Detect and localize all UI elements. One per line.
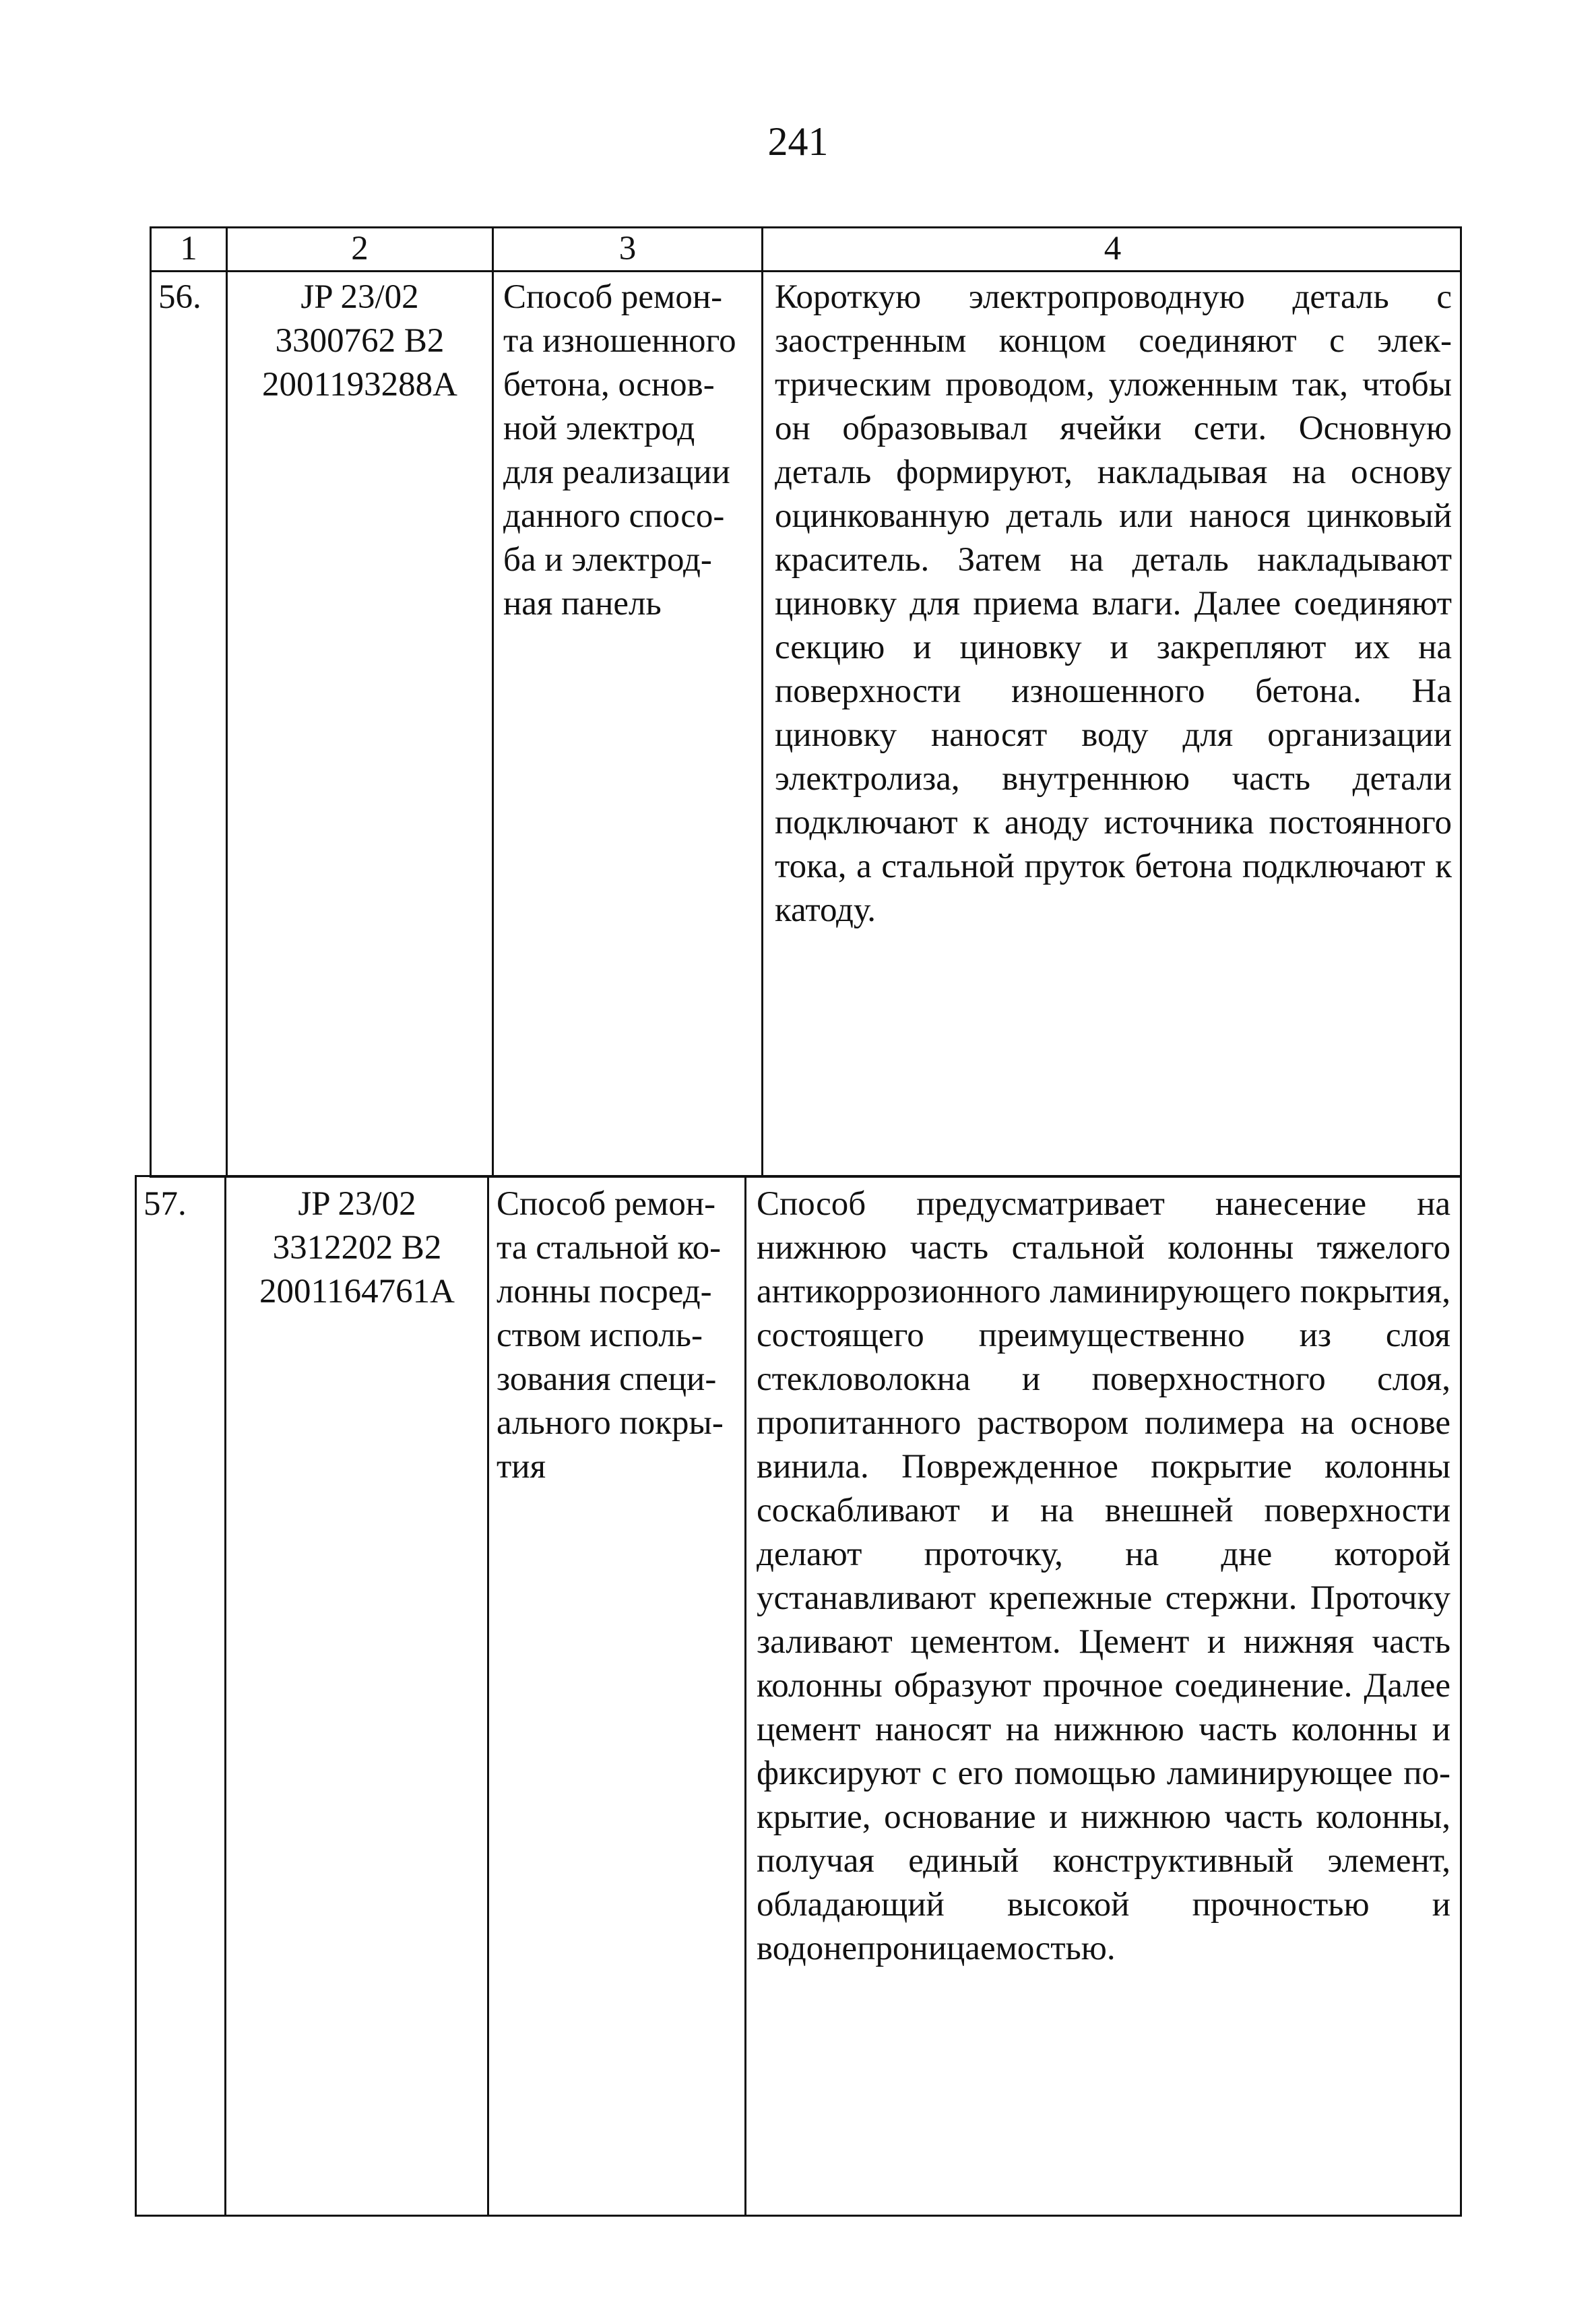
header-col-1: 1 <box>180 230 197 267</box>
column-divider <box>744 1177 746 2215</box>
patent-number: JP 23/02 3312202 B2 2001164761A <box>259 1185 455 1310</box>
patent-number: JP 23/02 3300762 B2 2001193288A <box>262 278 457 404</box>
page-number: 241 <box>767 119 829 164</box>
invention-description: Способ предусматривает нанесение на нижнюю часть стальной колонны тяжелого антикоррозионного ламинирующего покрытия, состоящего преимущественно из слоя стекловолокна и поверхностного слоя, пропитанного раствором полимера на основе винила. Поврежденное покрытие колонны соскабливают и на внешней поверхности делают проточку, на дне которой устанавливают крепежные стержни. Проточку заливают цементом. Цемент и нижняя часть колонны образуют прочное соединение. Далее цемент наносят на нижнюю часть колонны и фиксируют с его помощью ламинирующее покрытие, основание и нижнюю часть колонны, получая единый конструктивный элемент, обладающий высокой прочностью и водонепроницаемостью. <box>757 1185 1450 1967</box>
row-number: 56. <box>158 278 201 316</box>
table-upper <box>150 226 1462 1178</box>
column-divider <box>761 228 763 1176</box>
invention-description: Короткую электропроводную деталь с заостренным концом соединяют с электрическим проводом, уложенным так, чтобы он образовывал ячейки сети. Основную деталь формируют, накладывая на основу оцинкованную деталь или нанося цинковый краситель. Затем на деталь накладывают циновку для приема влаги. Далее соединяют секцию и циновку и закрепляют их на поверхности изношенного бетона. На циновку наносят воду для организации электролиза, внутреннюю часть детали подключают к аноду источника постоянного тока, а стальной пруток бетона подключают к катоду. <box>775 278 1452 929</box>
header-divider <box>152 270 1460 272</box>
column-divider <box>226 228 228 1176</box>
table-lower <box>135 1175 1462 2217</box>
column-divider <box>224 1177 226 2215</box>
invention-title: Способ ремон- та изношенного бетона, основ- ной электрод для реализации данного спосо- ба и электрод- ная панель <box>503 278 736 623</box>
row-number: 57. <box>143 1185 187 1223</box>
header-col-4: 4 <box>1104 230 1122 267</box>
header-col-3: 3 <box>618 230 637 267</box>
invention-title: Способ ремон- та стальной ко- лонны посред- ством исполь- зования специ- ального покры- тия <box>497 1185 724 1486</box>
column-divider <box>492 228 494 1176</box>
header-col-2: 2 <box>351 230 369 267</box>
column-divider <box>487 1177 489 2215</box>
